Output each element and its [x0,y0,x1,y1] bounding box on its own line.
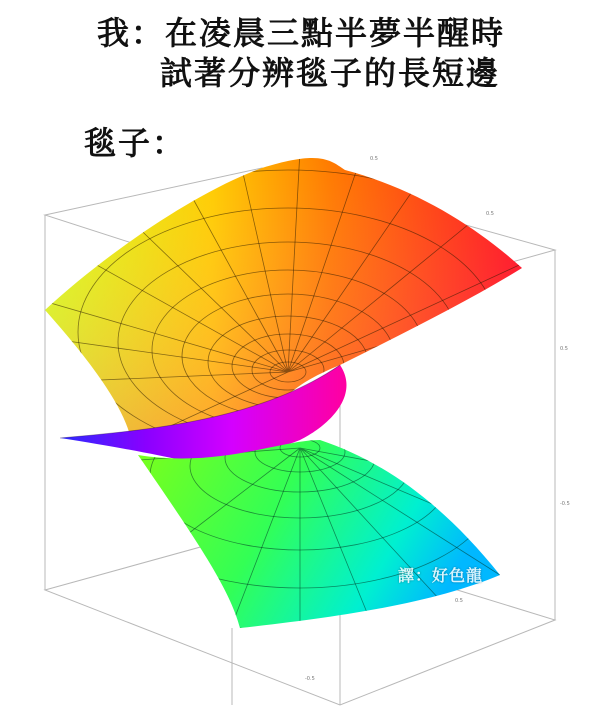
caption-line-2: 試著分辨毯子的長短邊 [160,54,501,92]
svg-text:0.5: 0.5 [560,346,568,352]
caption-line-1: 我：在凌晨三點半夢半醒時 [97,14,506,52]
svg-text:0.5: 0.5 [455,598,463,604]
svg-text:-0.5: -0.5 [305,676,315,682]
caption-line-3: 毯子： [84,124,187,162]
svg-text:0.5: 0.5 [486,211,494,217]
svg-text:-0.5: -0.5 [560,501,570,507]
svg-text:0.5: 0.5 [370,156,378,162]
blanket-3d-plot [0,150,600,709]
watermark: 譯：好色龍 [398,566,484,585]
